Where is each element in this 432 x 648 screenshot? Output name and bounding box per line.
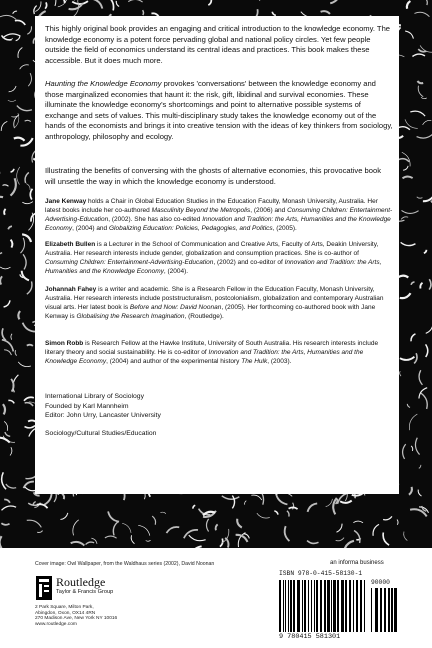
description-paragraph-1: This highly original book provides an engaging and critical introduction to the knowledge economy. The knowledge economy is a potent force pervading global and national policy circles. Yet few people outside the field of economics understand its central ideas and practices. This book makes these accessible. But it does much more. — [45, 24, 391, 65]
addon-bars — [371, 588, 399, 632]
description-paragraph-3: Illustrating the benefits of conversing with the ghosts of alternative economies, this provocative book will unsettle the way in which the knowledge economy is understood. — [45, 166, 381, 186]
informa-tagline: an informa business — [330, 560, 384, 566]
description-paragraph-2: Haunting the Knowledge Economy provokes 'conversations' between the knowledge economy and those marginalized economies that haunt it: the risk, gift, libidinal and survival economies. These illuminate the knowledge economy's shortcomings and point to alternative possible systems of exchange and sets of values. This multi-disciplinary study takes the knowledge economy out of the hands of the economists and brings it into creative tension with the ideas of key thinkers from sociology, anthropology, philosophy and ecology. — [45, 79, 393, 141]
series-editor: Editor: John Urry, Lancaster University — [45, 412, 161, 420]
publisher-address: 2 Park Square, Milton Park, Abingdon, Oxon, OX14 4RN 270 Madison Ave, New York NY 10016 www.routledge.com — [35, 605, 118, 627]
blurb-panel — [35, 16, 399, 494]
ean-digits: 9 780415 581301 — [279, 633, 341, 641]
back-cover-footer — [0, 548, 432, 648]
cover-image-credit: Cover image: Owl Wallpaper, from the Waldhaus series (2002), David Noonan — [35, 561, 215, 567]
author-name: Jane Kenway — [45, 198, 87, 205]
series-info — [45, 392, 393, 421]
author-bio-0: Jane Kenway holds a Chair in Global Education Studies in the Education Faculty, Monash University, Australia. Her latest books include her co-authored Masculinity Beyond the Metropolis, (2006) and Consuming Children: Entertainment-Advertising-Education, (2002). She has also co-edited Innovation and Tradition: the Arts, Humanities and the Knowledge Economy, (2004) and Globalizing Education: Policies, Pedagogies, and Politics, (2005). — [45, 198, 393, 232]
isbn-barcode — [279, 570, 399, 641]
series-name: International Library of Sociology — [45, 393, 144, 400]
author-name: Johannah Fahey — [45, 286, 97, 293]
author-name: Simon Robb — [45, 340, 84, 347]
publisher-group: Taylor & Francis Group — [56, 589, 114, 595]
routledge-logo-icon — [35, 575, 53, 601]
author-name: Elizabeth Bullen — [45, 241, 96, 248]
ean-bars — [279, 580, 365, 632]
isbn-number: ISBN 978-0-415-58130-1 — [279, 570, 363, 577]
series-founder: Founded by Karl Mannheim — [45, 402, 129, 410]
author-bio-2: Johannah Fahey is a writer and academic. She is a Research Fellow in the Education Faculty, Monash University, Australia. Her research interests include poststructuralism, postcolonialism, globalization and contemporary Australian visual arts. Her latest book is Before and Now: David Noonan, (2005). Her forthcoming co-authored book with Jane Kenway is Globalising the Research Imagination, (Routledge). — [45, 286, 384, 320]
price-code: 90000 — [371, 579, 390, 586]
author-bio-3: Simon Robb is Research Fellow at the Hawke Institute, University of South Australia. His research interests include literary theory and social sustainability. He is co-editor of Innovation and Tradition: the Arts, Humanities and the Knowledge Economy, (2004) and author of the experimental history The Hulk, (2003). — [45, 340, 379, 365]
book-title: Haunting the Knowledge Economy — [45, 79, 162, 88]
author-bio-1: Elizabeth Bullen is a Lecturer in the School of Communication and Creative Arts, Faculty of Arts, Deakin University, Australia. Her research interests include gender, globalization and consumption practices. She is co-author of Consuming Children: Entertainment-Advertising-Education, (2002) and co-editor of Innovation and Tradition: the Arts, Humanities and the Knowledge Economy, (2004). — [45, 241, 382, 275]
subject-category: Sociology/Cultural Studies/Education — [45, 430, 157, 437]
publisher-name: Routledge — [56, 575, 106, 589]
